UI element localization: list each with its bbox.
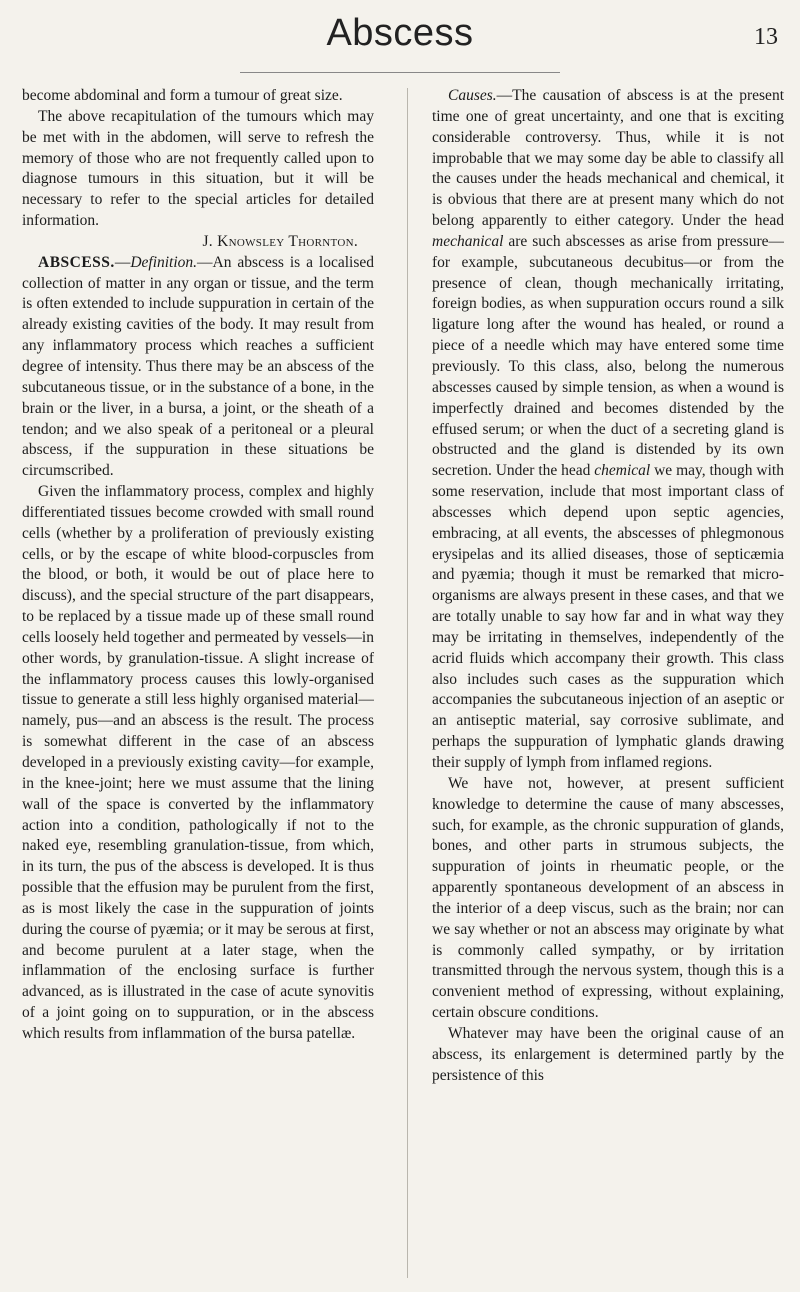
header-rule	[240, 72, 560, 73]
causes-text-c: we may, though with some reservation, include that most important class of abscesses which depend upon septic agencies, embracing, at all events, the abscesses of phlegmonous erysipelas and its allied diseases, those of septicæmia and pyæmia; though it must be remarked that micro-organisms are always present in these cases, and that we are totally unable to say how far and in what way they may be irritating in themselves, independently of the acrid fluids which accompany their growth. This class also includes such cases as the suppuration which accompanies the subcutaneous injection of an aseptic or an antiseptic material, say corrosive sublimate, and perhaps the suppuration of lymphatic glands drawing their supply of lymph from inflamed regions.	[432, 462, 784, 771]
page-number: 13	[754, 24, 778, 50]
paragraph-continued: become abdominal and form a tumour of great size.	[22, 87, 343, 104]
right-column	[432, 86, 784, 1280]
running-title: Abscess	[326, 12, 474, 54]
section-heading-causes: Causes.	[448, 87, 497, 104]
author-signature: J. Knowsley Thornton.	[202, 232, 358, 250]
left-column	[22, 86, 374, 1280]
causes-text-a: —The causation of abscess is at the present time one of great uncertainty, and one that is exciting considerable controversy. Thus, while it is not improbable that we may some day be able to classify all the causes under the heads mechanical and chemical, it is obvious that there are at present many which do not belong apparently to either category. Under the head	[432, 87, 784, 230]
entry-headword: ABSCESS.	[38, 253, 115, 271]
term-mechanical: mechanical	[432, 232, 504, 250]
paragraph-inflammatory-process: Given the inflammatory process, complex and highly differentiated tissues become crowded with small round cells (whether by a proliferation of previously existing cells, or by the escape of white blood-corpuscles from the blood, or both, it would be out of place here to discuss), and the special structure of the part disappears, to be replaced by a tissue made up of these small round cells loosely held together and permeated by vessels—in other words, by granulation-tissue. A slight increase of the inflammatory process causes this lowly-organised tissue to generate a still less highly organised material—namely, pus—and an abscess is the result. The process is somewhat different in the case of an abscess developed in a previously existing cavity—for example, in the knee-joint; here we must assume that the lining wall of the space is converted by the inflammatory action into a condition, pathologically if not to the naked eye, resembling granulation-tissue, from which, in its turn, the pus of the abscess is developed. It is thus possible that the effusion may be purulent from the first, as is most likely the case in the suppuration of joints during the course of pyæmia; or it may be serous at first, and become purulent at a later stage, when the inflammation of the enclosing surface is further advanced, as is illustrated in the case of acute synovitis of a joint going on to suppuration, or in the abscess which results from inflammation of the bursa patellæ.	[22, 483, 374, 1042]
paragraph-causes	[432, 86, 784, 774]
paragraph-unknown-causes: We have not, however, at present sufficient knowledge to determine the cause of many abscesses, such, for example, as the chronic suppuration of glands, bones, and other parts in strumous subjects, the suppuration of joints in rheumatic people, or the apparently spontaneous development of an abscess in the interior of a deep viscus, such as the brain; nor can we say whether or not an abscess may originate by what is commonly called sympathy, or by irritation transmitted through the nervous system, though this is a convenient method of expressing, without explaining, certain obscure conditions.	[432, 774, 784, 1022]
term-chemical: chemical	[594, 462, 651, 480]
headword-separator: —	[114, 253, 131, 271]
definition-text: —An abscess is a localised collection of matter in any organ or tissue, and the term is often extended to include suppuration in certain of the already existing cavities of the body. It may result from any inflammatory process which reaches a sufficient degree of intensity. Thus there may be an abscess of the subcutaneous tissue, or in the substance of a bone, in the brain or the liver, in a bursa, a joint, or the sheath of a tendon; and we also speak of a peritoneal or a pleural abscess, if the suppuration in these situations be circumscribed.	[22, 253, 374, 480]
paragraph-enlargement: Whatever may have been the original cause of an abscess, its enlargement is determined partly by the persistence of this	[432, 1024, 784, 1084]
paragraph-recapitulation: The above recapitulation of the tumours which may be met with in the abdomen, will serve to refresh the memory of those who are not frequently called upon to diagnose tumours in this situation, but it will be necessary to refer to the special articles for detailed information.	[22, 107, 374, 230]
section-heading-definition: Definition.	[130, 253, 198, 271]
column-divider	[407, 88, 408, 1278]
causes-text-b: are such abscesses as arise from pressure—for example, subcutaneous decubitus—or from the presence of clean, though mechanically irritating, foreign bodies, as when suppuration occurs round a silk ligature long after the wound has healed, or round a piece of a needle which may have entered some time previously. To this class, also, belong the numerous abscesses caused by simple tension, as when a wound is imperfectly drained and becomes distended by the effused serum; or when the duct of a secreting gland is obstructed and the gland is distended by its own secretion. Under the head	[432, 232, 784, 480]
paragraph-abscess-definition	[22, 253, 374, 482]
running-head	[0, 8, 800, 68]
